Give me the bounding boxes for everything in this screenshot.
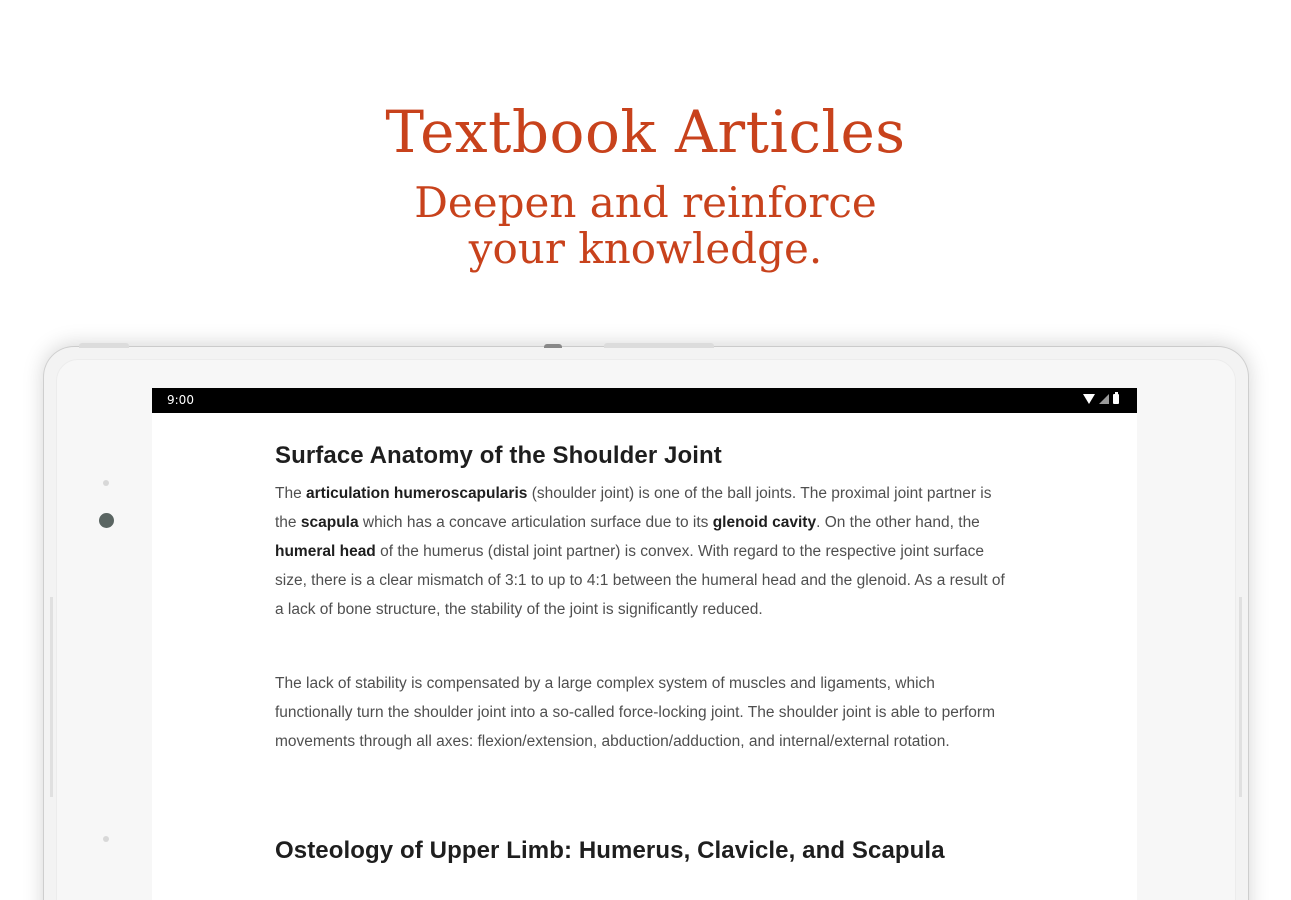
bold-term: humeral head	[275, 543, 376, 560]
promo-subtitle	[0, 180, 1291, 272]
device-volume-button	[604, 343, 714, 348]
status-time: 9:00	[167, 393, 194, 407]
bold-term: articulation humeroscapularis	[306, 485, 528, 502]
section-title-osteology[interactable]: Osteology of Upper Limb: Humerus, Clavicle, and Scapula	[275, 837, 945, 864]
proximity-sensor	[103, 480, 109, 486]
signal-icon	[1099, 394, 1109, 404]
article-paragraph-2: The lack of stability is compensated by a large complex system of muscles and ligaments, which functionally turn the shoulder joint into a so-called force-locking joint. The shoulder joint is able to perform movements through all axes: flexion/extension, abduction/adduction, and internal/external rotation.	[275, 675, 995, 750]
paragraph-text-run: which has a concave articulation surface due to its	[358, 514, 713, 531]
front-camera	[99, 513, 114, 528]
device-top-sensor	[544, 344, 562, 348]
paragraph-text-run: (shoulder joint) is one of the ball joints. The proximal joint partner is the	[275, 485, 992, 531]
bold-term: scapula	[300, 514, 359, 531]
paragraph-text-run: . On the other hand, the	[816, 514, 980, 531]
microphone-dot	[103, 836, 109, 842]
device-top-button	[79, 343, 129, 348]
bold-term: glenoid cavity	[712, 514, 817, 531]
paragraph-text-run: The	[275, 485, 307, 502]
status-bar	[152, 388, 1137, 413]
article-paragraph-1	[275, 479, 1010, 624]
tablet-screen	[152, 388, 1137, 900]
device-left-edge	[50, 597, 53, 797]
wifi-icon	[1083, 394, 1095, 404]
device-right-edge	[1239, 597, 1242, 797]
status-icons	[1083, 394, 1119, 404]
battery-icon	[1113, 394, 1119, 404]
promo-subtitle-line-1: Deepen and reinforce	[414, 178, 877, 227]
section-title-shoulder-joint: Surface Anatomy of the Shoulder Joint	[275, 442, 722, 469]
tablet-device	[44, 347, 1248, 900]
promo-subtitle-line-2: your knowledge.	[468, 224, 823, 273]
paragraph-text-run: of the humerus (distal joint partner) is convex. With regard to the respective joint surface size, there is a clear mismatch of 3:1 to up to 4:1 between the humeral head and the glenoid. As a result of a lack of bone structure, the stability of the joint is significantly reduced.	[275, 543, 1005, 618]
promo-title: Textbook Articles	[385, 98, 906, 166]
